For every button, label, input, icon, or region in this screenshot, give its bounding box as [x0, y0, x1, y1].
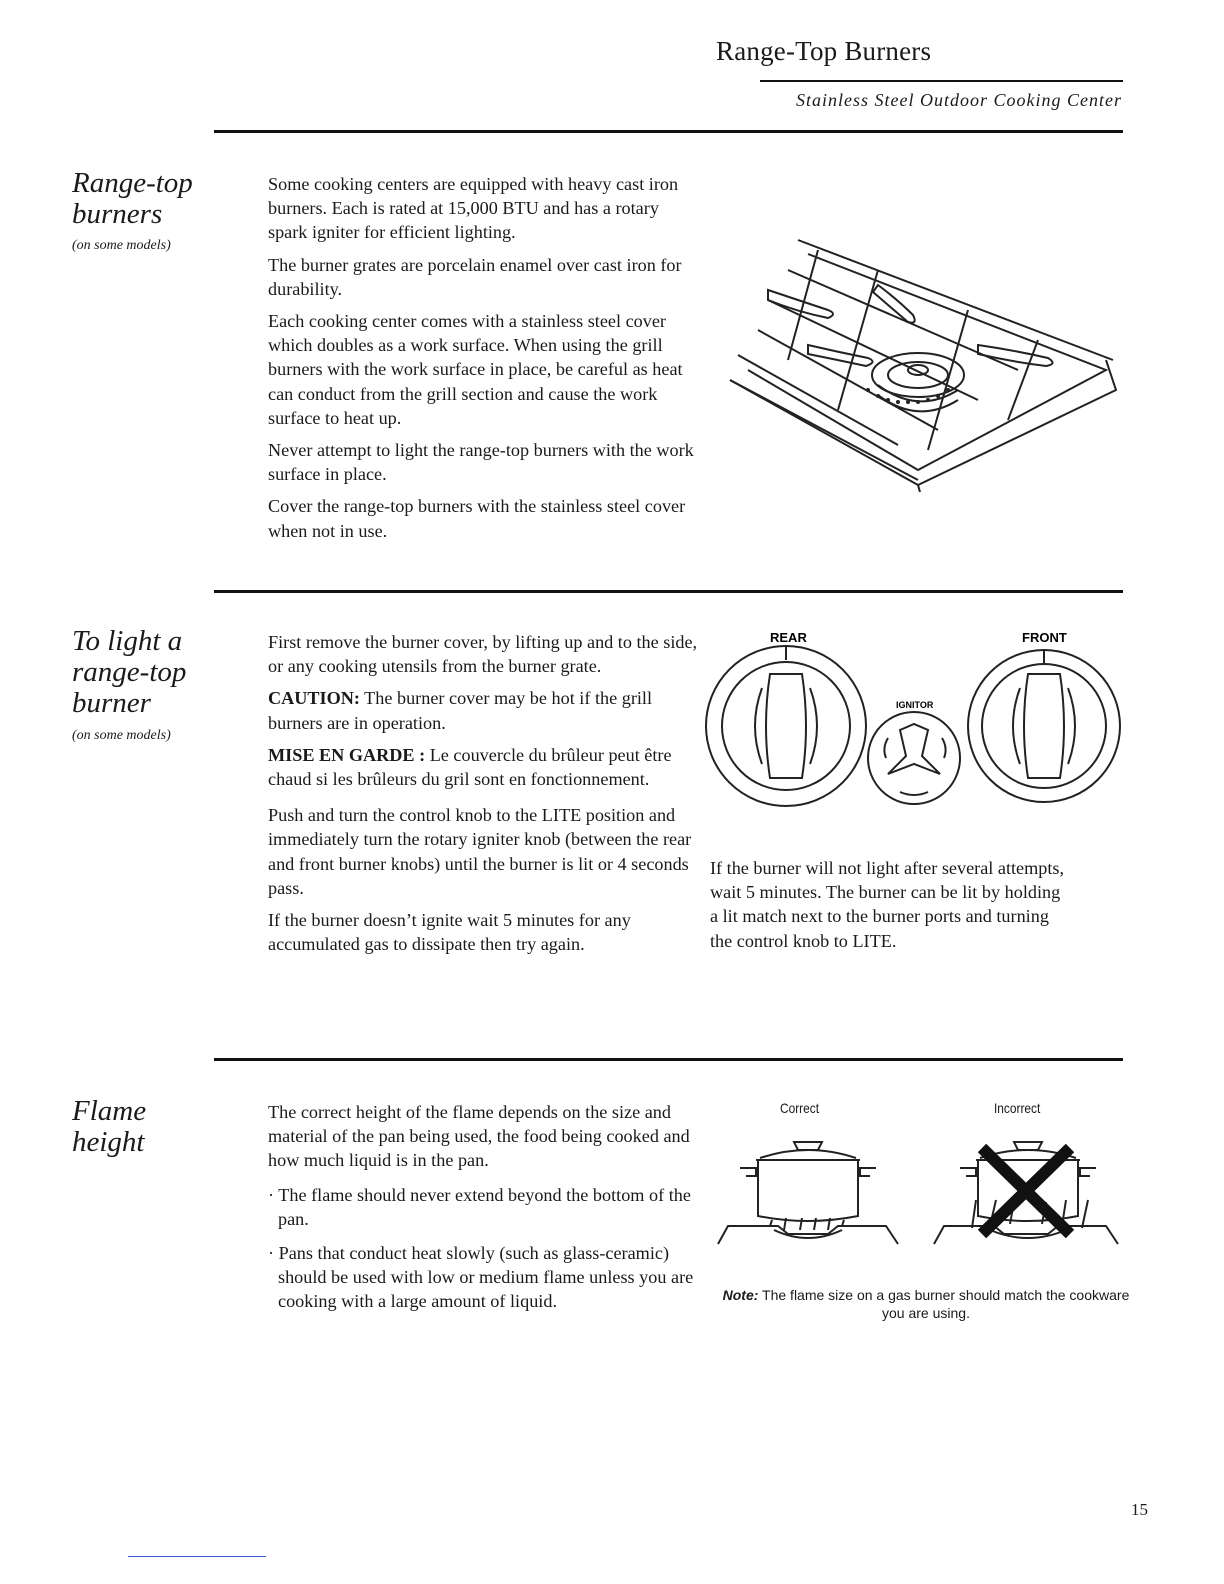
- page-number: 15: [1131, 1500, 1148, 1519]
- header-rule: [760, 80, 1123, 82]
- correct-label: Correct: [780, 1100, 820, 1116]
- paragraph: Each cooking center comes with a stainless steel cover which doubles as a work surface. When using the grill burners with the work surface in place, be careful as heat can conduct from the grill section and cause the work surface to heat up.: [268, 311, 683, 428]
- paragraph: Some cooking centers are equipped with heavy cast iron burners. Each is rated at 15,000 BTU and has a rotary spark igniter for efficient lighting.: [268, 174, 679, 243]
- note-label: Note:: [722, 1287, 759, 1303]
- note-text: The flame size on a gas burner should match the cookware you are using.: [758, 1287, 1130, 1321]
- section-title-range-top-burners: Range-top burners: [72, 167, 193, 230]
- mise-en-garde-paragraph: MISE EN GARDE : Le couvercle du brûleur peut être chaud si les brûleurs du gril sont en fonctionnement.: [268, 744, 672, 790]
- paragraph: Never attempt to light the range-top burners with the work surface in place.: [268, 440, 694, 485]
- section-title-flame-height: Flame height: [72, 1095, 147, 1158]
- ignitor-knob: [868, 712, 960, 804]
- front-knob-bezel: [968, 650, 1120, 802]
- flame-note: [716, 1286, 1136, 1322]
- page-header-title: Range-Top Burners: [716, 36, 932, 66]
- paragraph: If the burner doesn’t ignite wait 5 minutes for any accumulated gas to dissipate then try again.: [268, 910, 631, 955]
- paragraph: The burner grates are porcelain enamel over cast iron for durability.: [268, 254, 682, 299]
- rear-knob-bezel: [706, 646, 866, 806]
- front-label: FRONT: [1022, 630, 1067, 645]
- section-divider-3: [214, 1058, 1123, 1061]
- incorrect-label: Incorrect: [994, 1100, 1041, 1116]
- flame-height-illustration: [710, 1130, 1122, 1252]
- section-divider-2: [214, 590, 1123, 593]
- right-column-tip: If the burner will not light after several attempts, wait 5 minutes. The burner can be lit by holding a lit match next to the burner ports and turning the control knob to LITE.: [710, 858, 1065, 951]
- paragraph: The correct height of the flame depends on the size and material of the pan being used, the food being cooked and how much liquid is in the pan.: [268, 1102, 690, 1171]
- bullet-item: · The flame should never extend beyond the bottom of the pan.: [268, 1184, 691, 1229]
- caution-paragraph: CAUTION: The burner cover may be hot if the grill burners are in operation.: [268, 688, 653, 733]
- bullet-item: · Pans that conduct heat slowly (such as glass-ceramic) should be used with low or medium flame unless you are cooking with a large amount of liquid.: [268, 1243, 694, 1312]
- section1-body: [268, 172, 698, 551]
- paragraph: Cover the range-top burners with the stainless steel cover when not in use.: [268, 496, 686, 541]
- control-knobs-diagram: [700, 628, 1124, 824]
- correct-pot: [718, 1142, 898, 1244]
- section-note: (on some models): [72, 728, 171, 743]
- paragraph: Push and turn the control knob to the LITE position and immediately turn the rotary igniter knob (between the rear and front burner knobs) until the burner is lit or 4 seconds pass.: [268, 805, 692, 898]
- ignitor-label: IGNITOR: [896, 700, 934, 710]
- section-divider-1: [214, 130, 1123, 133]
- section-title-to-light: To light a range-top burner: [72, 625, 187, 719]
- page-header-subtitle: Stainless Steel Outdoor Cooking Center: [796, 90, 1122, 110]
- section2-body: [268, 630, 698, 964]
- burner-grate-illustration: [728, 230, 1120, 492]
- paragraph: First remove the burner cover, by lifting up and to the side, or any cooking utensils from the burner grate.: [268, 632, 698, 677]
- rear-label: REAR: [770, 630, 807, 645]
- section-note: (on some models): [72, 238, 171, 253]
- footer-link-line: [128, 1556, 266, 1557]
- section3-body: [268, 1100, 698, 1322]
